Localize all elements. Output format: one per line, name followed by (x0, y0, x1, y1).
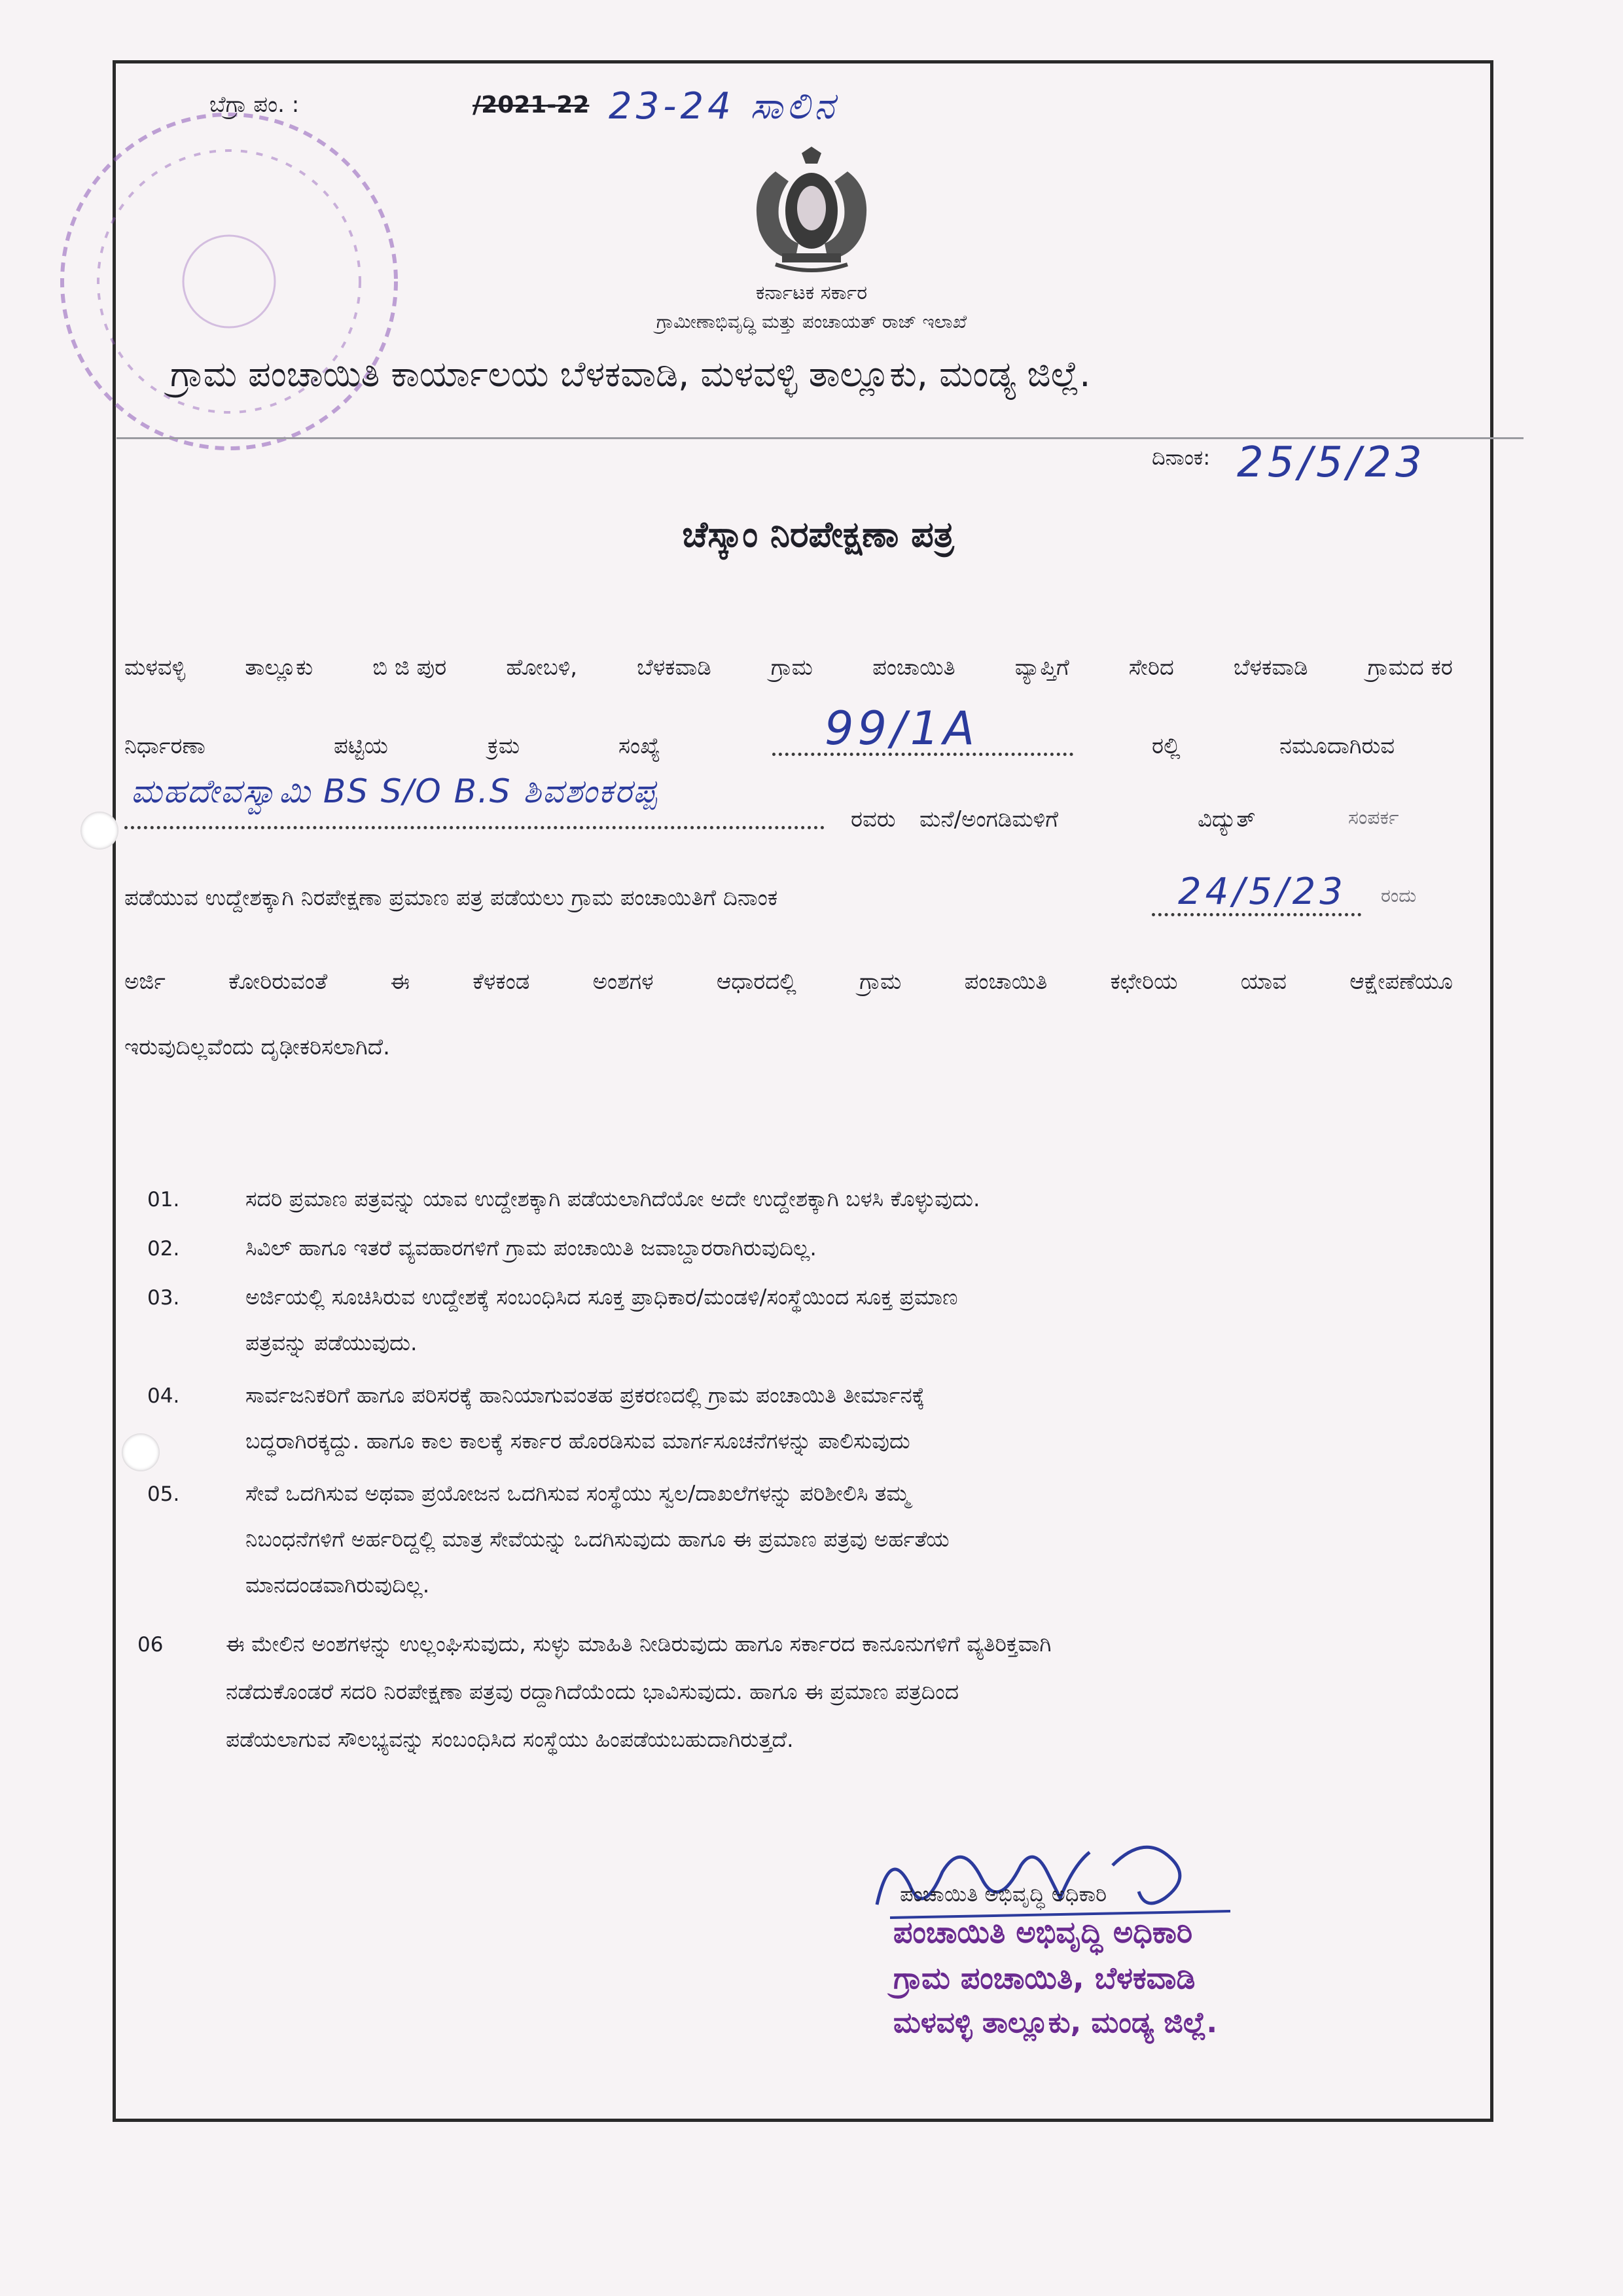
applicant-name-dotline (124, 826, 825, 829)
condition-number: 03. (147, 1286, 180, 1310)
body-row3-b: ಮನೆ/ಅಂಗಡಿಮಳಿಗೆ (919, 806, 1058, 833)
document-title: ಚೆಸ್ಕಾಂ ನಿರಪೇಕ್ಷಣಾ ಪತ್ರ (682, 514, 954, 555)
condition-number: 05. (147, 1482, 180, 1506)
condition-number: 01. (147, 1188, 180, 1211)
condition-line: ಈ ಮೇಲಿನ ಅಂಶಗಳನ್ನು ಉಲ್ಲಂಘಿಸುವುದು, ಸುಳ್ಳು ಮಾಹಿತಿ ನೀಡಿರುವುದು ಹಾಗೂ ಸರ್ಕಾರದ ಕಾನೂನುಗಳಿಗೆ ವ್ಯತಿರಿಕ್ತವಾಗಿ (226, 1631, 1052, 1657)
stamp-line-3: ಮಳವಳ್ಳಿ ತಾಲ್ಲೂಕು, ಮಂಡ್ಯ ಜಿಲ್ಲೆ. (893, 2006, 1218, 2039)
body-row-6: ಇರುವುದಿಲ್ಲವೆಂದು ದೃಢೀಕರಿಸಲಾಗಿದೆ. (124, 1034, 390, 1060)
signatory-title: ಪಂಚಾಯಿತಿ ಅಭಿವೃದ್ಧಿ ಅಧಿಕಾರಿ (900, 1882, 1107, 1907)
body-row2-e: ರಲ್ಲಿ (1152, 733, 1181, 759)
condition-number: 04. (147, 1384, 180, 1408)
punch-hole-top (80, 812, 118, 850)
stamp-line-1: ಪಂಚಾಯಿತಿ ಅಭಿವೃದ್ಧಿ ಅಧಿಕಾರಿ (893, 1914, 1193, 1950)
condition-line: ಅರ್ಜಿಯಲ್ಲಿ ಸೂಚಿಸಿರುವ ಉದ್ದೇಶಕ್ಕೆ ಸಂಬಂಧಿಸಿದ ಸೂಕ್ತ ಪ್ರಾಧಿಕಾರ/ಮಂಡಳಿ/ಸಂಸ್ಥೆಯಿಂದ ಸೂಕ್ತ ಪ್ರಮಾಣ (245, 1284, 958, 1310)
serial-number-dotline (772, 753, 1073, 756)
body-row2-d: ಸಂಖ್ಯೆ (618, 733, 660, 759)
condition-line: ಸಾರ್ವಜನಿಕರಿಗೆ ಹಾಗೂ ಪರಿಸರಕ್ಕೆ ಹಾನಿಯಾಗುವಂತಹ ಪ್ರಕರಣದಲ್ಲಿ ಗ್ರಾಮ ಪಂಚಾಯಿತಿ ತೀರ್ಮಾನಕ್ಕೆ (245, 1382, 925, 1408)
body-row2-f: ನಮೂದಾಗಿರುವ (1279, 733, 1395, 759)
govt-name: ಕರ್ನಾಟಕ ಸರ್ಕಾರ (755, 281, 868, 304)
ref-handwritten: 23-24 ಸಾಲಿನ (609, 85, 838, 128)
application-date-dotline (1152, 913, 1361, 916)
body-row2-b: ಪಟ್ಟಿಯ (334, 733, 388, 759)
body-row4-b: ರಂದು (1381, 885, 1417, 906)
body-row3-c: ವಿದ್ಯುತ್ (1198, 806, 1256, 833)
application-date: 24/5/23 (1178, 870, 1347, 913)
office-seal-stamp (46, 98, 412, 465)
ref-label: ಬೆಗ್ರಾ ಪಂ. : (209, 92, 300, 118)
body-row3-a: ರವರು (851, 806, 896, 833)
body-row3-d: ಸಂಪರ್ಕ (1348, 806, 1399, 829)
condition-line: ನಿಬಂಧನೆಗಳಿಗೆ ಅರ್ಹರಿದ್ದಲ್ಲಿ ಮಾತ್ರ ಸೇವೆಯನ್ನು ಒದಗಿಸುವುದು ಹಾಗೂ ಈ ಪ್ರಮಾಣ ಪತ್ರವು ಅರ್ಹತೆಯ (245, 1526, 950, 1552)
property-serial-number: 99/1A (825, 702, 979, 755)
condition-number: 06 (137, 1633, 164, 1657)
body-row4-a: ಪಡೆಯುವ ಉದ್ದೇಶಕ್ಕಾಗಿ ನಿರಪೇಕ್ಷಣಾ ಪ್ರಮಾಣ ಪತ್ರ ಪಡೆಯಲು ಗ್ರಾಮ ಪಂಚಾಯಿತಿಗೆ ದಿನಾಂಕ (124, 885, 778, 911)
date-label: ದಿನಾಂಕ: (1152, 445, 1211, 470)
karnataka-emblem-icon (736, 145, 887, 276)
condition-line: ಸಿವಿಲ್ ಹಾಗೂ ಇತರೆ ವ್ಯವಹಾರಗಳಿಗೆ ಗ್ರಾಮ ಪಂಚಾಯಿತಿ ಜವಾಬ್ದಾರರಾಗಿರುವುದಿಲ್ಲ. (245, 1235, 817, 1261)
body-row2-c: ಕ್ರಮ (488, 733, 520, 759)
condition-line: ಪಡೆಯಲಾಗುವ ಸೌಲಭ್ಯವನ್ನು ಸಂಬಂಧಿಸಿದ ಸಂಸ್ಥೆಯು ಹಿಂಪಡೆಯಬಹುದಾಗಿರುತ್ತದೆ. (226, 1727, 794, 1752)
condition-number: 02. (147, 1237, 180, 1261)
applicant-name: ಮಹದೇವಸ್ವಾಮಿ BS S/O B.S ಶಿವಶಂಕರಪ್ಪ (131, 772, 658, 810)
condition-line: ಮಾನದಂಡವಾಗಿರುವುದಿಲ್ಲ. (245, 1572, 430, 1598)
condition-line: ಪತ್ರವನ್ನು ಪಡೆಯುವುದು. (245, 1330, 418, 1355)
condition-line: ನಡೆದುಕೊಂಡರೆ ಸದರಿ ನಿರಪೇಕ್ಷಣಾ ಪತ್ರವು ರದ್ದಾಗಿದೆಯೆಂದು ಭಾವಿಸುವುದು. ಹಾಗೂ ಈ ಪ್ರಮಾಣ ಪತ್ರದಿಂದ (226, 1679, 959, 1704)
department-name: ಗ್ರಾಮೀಣಾಭಿವೃದ್ಧಿ ಮತ್ತು ಪಂಚಾಯತ್ ರಾಜ್ ಇಲಾಖೆ (656, 311, 967, 332)
body-row-5: ಅರ್ಜಿ ಕೋರಿರುವಂತೆ ಈ ಕೆಳಕಂಡ ಅಂಶಗಳ ಆಧಾರದಲ್ಲಿ ಗ್ರಾಮ ಪಂಚಾಯಿತಿ ಕಛೇರಿಯ ಯಾವ ಆಕ್ಷೇಪಣೆಯೂ (124, 969, 1453, 995)
punch-hole-bottom (122, 1433, 160, 1471)
body-row2-a: ನಿರ್ಧಾರಣಾ (124, 733, 205, 759)
stamp-line-2: ಗ್ರಾಮ ಪಂಚಾಯಿತಿ, ಬೆಳಕವಾಡಿ (893, 1960, 1196, 1996)
condition-line: ಸೇವೆ ಒದಗಿಸುವ ಅಥವಾ ಪ್ರಯೋಜನ ಒದಗಿಸುವ ಸಂಸ್ಥೆಯು ಸ್ವಲ/ದಾಖಲೆಗಳನ್ನು ಪರಿಶೀಲಿಸಿ ತಮ್ಮ (245, 1480, 910, 1506)
body-row-1: ಮಳವಳ್ಳಿ ತಾಲ್ಲೂಕು ಬಿ ಜಿ ಪುರ ಹೋಬಳಿ, ಬೆಳಕವಾಡಿ ಗ್ರಾಮ ಪಂಚಾಯಿತಿ ವ್ಯಾಪ್ತಿಗೆ ಸೇರಿದ ಬೆಳಕವಾಡಿ ಗ್ರಾಮದ ಕರ (124, 655, 1453, 681)
condition-line: ಬದ್ಧರಾಗಿರಕ್ಕದ್ದು. ಹಾಗೂ ಕಾಲ ಕಾಲಕ್ಕೆ ಸರ್ಕಾರ ಹೊರಡಿಸುವ ಮಾರ್ಗಸೂಚನೆಗಳನ್ನು ಪಾಲಿಸುವುದು (245, 1428, 910, 1454)
ref-year-struck: /2021-22 (473, 92, 590, 118)
condition-line: ಸದರಿ ಪ್ರಮಾಣ ಪತ್ರವನ್ನು ಯಾವ ಉದ್ದೇಶಕ್ಕಾಗಿ ಪಡೆಯಲಾಗಿದೆಯೋ ಅದೇ ಉದ್ದೇಶಕ್ಕಾಗಿ ಬಳಸಿ ಕೊಳ್ಳುವುದು. (245, 1186, 980, 1211)
issue-date: 25/5/23 (1237, 439, 1426, 487)
office-address: ಗ್ರಾಮ ಪಂಚಾಯಿತಿ ಕಾರ್ಯಾಲಯ ಬೆಳಕವಾಡಿ, ಮಳವಳ್ಳಿ ತಾಲ್ಲೂಕು, ಮಂಡ್ಯ ಜಿಲ್ಲೆ. (170, 353, 1091, 395)
